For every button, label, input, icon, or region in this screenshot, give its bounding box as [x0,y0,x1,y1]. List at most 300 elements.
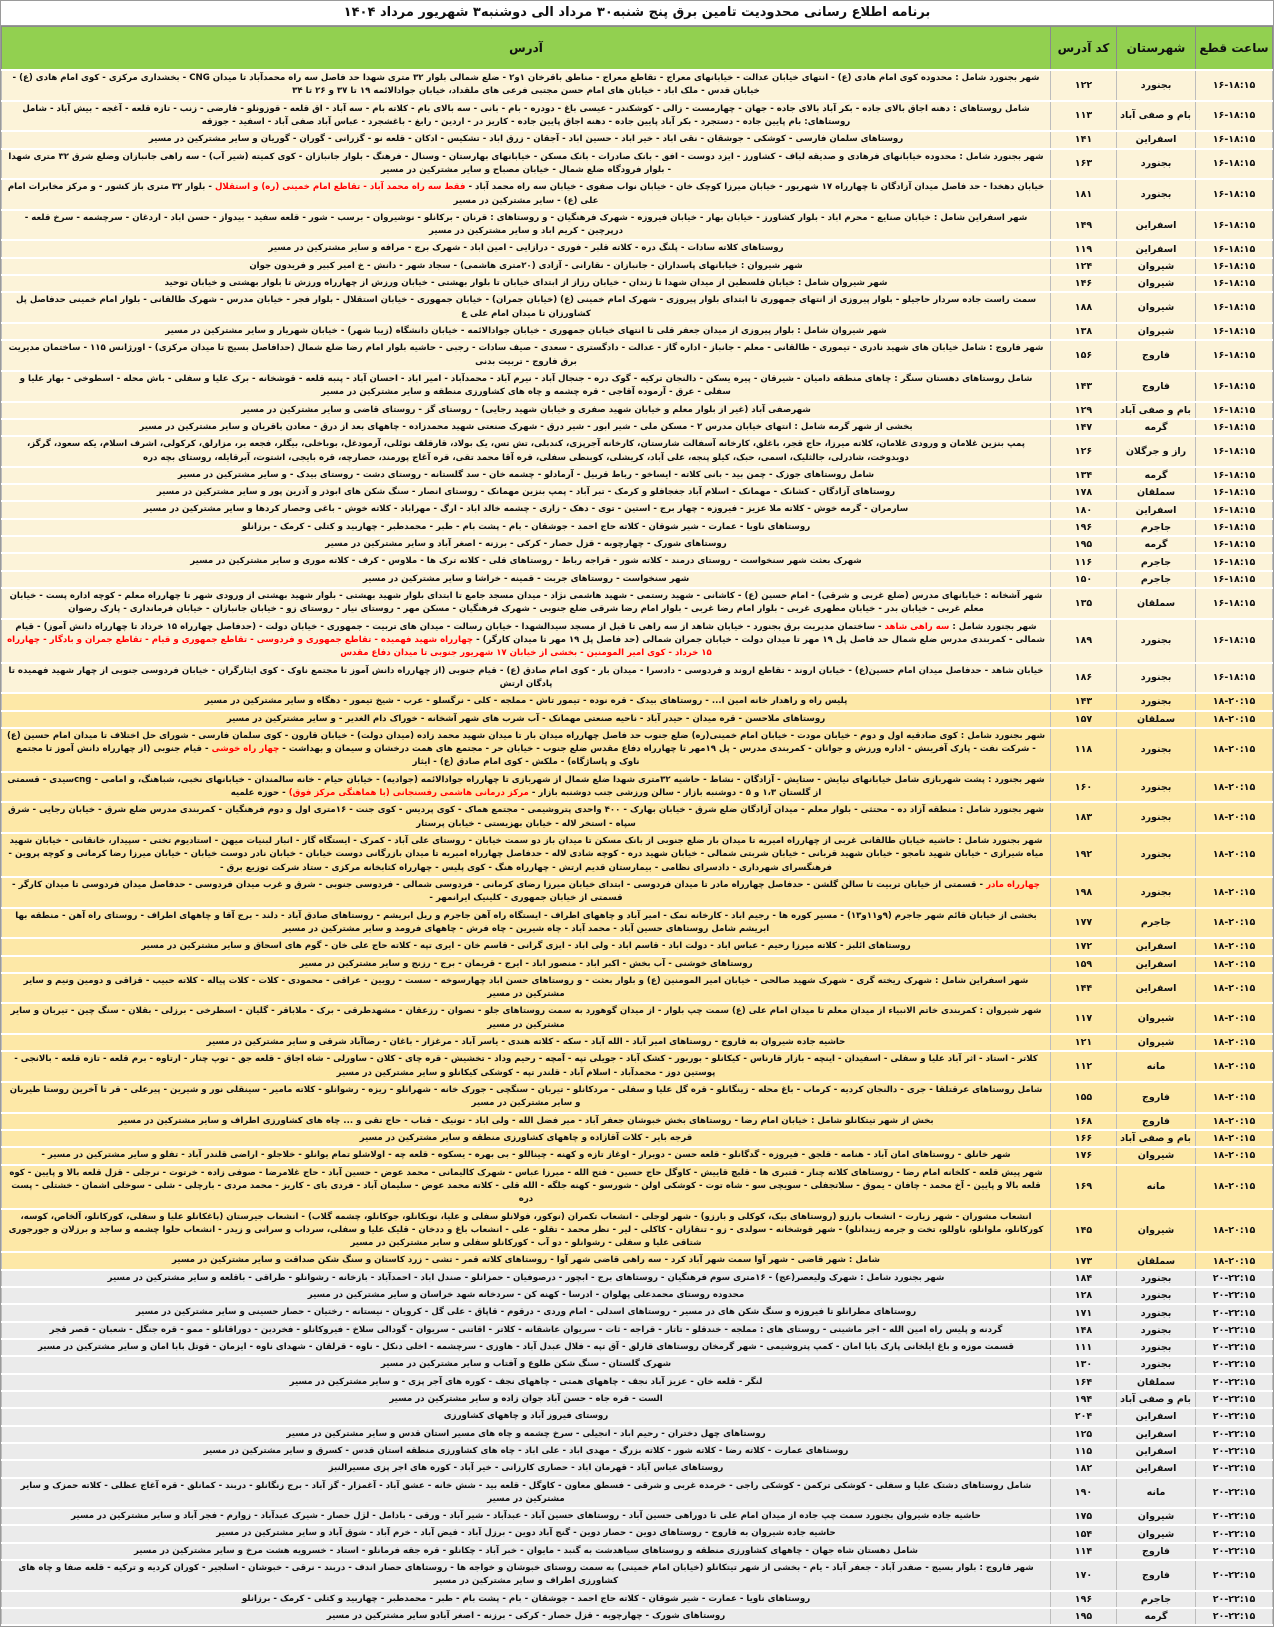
address-text: خیابان شاهد - حدفاصل میدان امام حسین(ع) - خیابان اروند - تقاطع اروند و فردوسی - دادسرا - میدان بار - کوی امام صادق (ع) - قیام جنوبی (از چهارراه دانش آموز تا مجتمع ناوک - کوی ایثارگران - خیابان فردوسی جنوبی از چهار شهید فهمیده تا پادگان ارتش [8,665,1044,689]
address-code-cell: ۱۳۵ [1051,588,1117,619]
outage-time-cell: ۱۸-۲۰:۱۵ [1196,1051,1273,1082]
address-cell [2,1525,1051,1542]
table-row [2,1270,1273,1287]
address-code-cell: ۱۴۱ [1051,131,1117,148]
address-cell [2,1270,1051,1287]
county-cell: فاروج [1117,340,1196,371]
outage-time-cell: ۱۶-۱۸:۱۵ [1196,149,1273,180]
address-code-cell: ۱۴۴ [1051,973,1117,1004]
outage-time-cell: ۱۶-۱۸:۱۵ [1196,663,1273,694]
county-cell: اسفراین [1117,501,1196,518]
table-row [2,1113,1273,1130]
table-row [2,371,1273,402]
address-text: حاشیه جاده شیروان به فاروج - روستاهای دوین - حصار دوین - گنج آباد دوین - برزل آباد - فیض آباد - خرم آباد - شوق آباد و سایر مشترکین در مسیر [216,1528,836,1539]
address-cell [2,833,1051,877]
county-cell: گرمه [1117,467,1196,484]
address-code-cell: ۱۱۳ [1051,101,1117,132]
county-cell: بجنورد [1117,772,1196,803]
outage-time-cell: ۱۶-۱۸:۱۵ [1196,101,1273,132]
county-cell: اسفراین [1117,131,1196,148]
address-text: روستاهای چهل دختران - رحیم اباد - انجیلی - سرخ چشمه و چاه های مسیر استان قدس و سایر مشترکین در مسیر [286,1428,766,1439]
county-cell: اسفراین [1117,973,1196,1004]
county-cell: فاروج [1117,1082,1196,1113]
outage-time-cell: ۲۰-۲۲:۱۵ [1196,1391,1273,1408]
outage-time-cell: ۱۶-۱۸:۱۵ [1196,258,1273,275]
address-text: شهر آشخانه : خیابانهای مدرس (ضلع غربی و شرقی) - امام حسین (ع) - کاشانی - شهید رستمی - شهید هاشمی نژاد - میدان مسجد جامع تا ابتدای بلوار شهید بهشتی - بلوار شهید بهشتی از ورودی شهر تا چهارراه معلم - کوچه اداره پست - خیابان معلم غربی - خیابان بدر - خیابان مطهری غربی - بلوار امام رضا غربی - بلوار امام رضا شرقی ضلع جنوبی - شهرک فرهنگیان - مسکن مهر - روستای نیار - روستای زو - خیابان جانبازان - خیابان فرمانداری - پارک رضوان [9,591,1043,615]
outage-time-cell: ۱۸-۲۰:۱۵ [1196,1113,1273,1130]
county-cell: گرمه [1117,536,1196,553]
address-code-cell: ۱۱۴ [1051,1543,1117,1560]
table-row [2,1508,1273,1525]
address-text: روستاهای آزادگان - کشانک - مهمانک - اسلام آباد جغجافلو و کرمک - تبر آباد - پمپ بنزین مهمانک - روستای انصار - سنگ شکن های ابوذر و آذرین پور و سایر مشترکین در مسیر [156,487,896,498]
address-code-cell: ۱۹۵ [1051,1608,1117,1625]
table-row [2,1082,1273,1113]
address-cell [2,1591,1051,1608]
address-code-cell: ۲۰۴ [1051,1408,1117,1425]
address-cell [2,210,1051,241]
outage-time-cell: ۱۶-۱۸:۱۵ [1196,436,1273,467]
address-highlight: سه راهی شاهد [884,621,950,632]
table-row [2,619,1273,663]
table-row [2,436,1273,467]
outage-time-cell: ۱۶-۱۸:۱۵ [1196,571,1273,588]
address-code-cell: ۱۶۹ [1051,1165,1117,1209]
address-code-cell: ۱۴۹ [1051,210,1117,241]
address-code-cell: ۱۸۸ [1051,292,1117,323]
column-header-address: آدرس [2,27,1051,71]
table-row [2,402,1273,419]
outage-time-cell: ۲۰-۲۲:۱۵ [1196,1508,1273,1525]
county-cell: فاروج [1117,1543,1196,1560]
county-cell: فاروج [1117,1113,1196,1130]
table-row [2,210,1273,241]
address-code-cell: ۱۷۰ [1051,1560,1117,1591]
table-row [2,1003,1273,1034]
address-cell [2,1443,1051,1460]
table-body [2,70,1273,1625]
outage-time-cell: ۱۸-۲۰:۱۵ [1196,908,1273,939]
county-cell: سملقان [1117,1374,1196,1391]
address-text: قرجه بایر - کلات آقازاده و چاههای کشاورزی منطقه و سایر مشترکین در مسیر [359,1132,693,1143]
address-text: - قسمتی از خیابان تربیت تا سالن گلشن - حدفاصل چهارراه مادر تا میدان فردوسی - ابتدای خیابان میرزا رضای کرمانی - فردوسی شمالی - فردوسی جنوبی - شرق و غرب میدان فردوسی - حدفاصل میدان فردوسی تا میدان کارگر - قسمتی از خیابان جمهوری - کلینیک ایرانمهر - [12,879,987,904]
address-code-cell: ۱۲۲ [1051,70,1117,101]
address-code-cell: ۱۲۸ [1051,1287,1117,1304]
county-cell: بجنورد [1117,833,1196,877]
table-row [2,179,1273,210]
address-code-cell: ۱۲۴ [1051,258,1117,275]
address-cell [2,484,1051,501]
address-code-cell: ۱۹۵ [1051,536,1117,553]
table-row [2,1130,1273,1147]
county-cell: بجنورد [1117,728,1196,772]
address-text: شهر بجنورد شامل : [949,621,1037,632]
address-cell [2,1478,1051,1509]
address-text: روستاهای کلاته سادات - پلنگ دره - کلاته قلبر - فوری - درازایی - امین اباد - شهرک برج - مرافه و سایر مشترکین در مسیر [268,243,784,254]
table-row [2,484,1273,501]
table-row [2,1560,1273,1591]
county-cell: شیروان [1117,1034,1196,1051]
county-cell: مانه [1117,1165,1196,1209]
address-cell [2,467,1051,484]
address-code-cell: ۱۱۹ [1051,240,1117,257]
table-row [2,1608,1273,1625]
table-row [2,419,1273,436]
address-text: روستاهای ائلبز - کلاته میرزا رحیم - عباس اباد - دولت اباد - قاسم اباد - ولی اباد - ایزی گرانی - قاسم خان - ایری تپه - کلاته حاج علی خان - گوم های اسحاق و سایر مشترکین در مسیر [141,941,911,952]
address-cell [2,772,1051,803]
outage-time-cell: ۱۶-۱۸:۱۵ [1196,240,1273,257]
address-text: شهر خانلق - روستاهای امان آباد - هنامه - قلجق - فیروزه - گدگانلو - قلعه حسن - دوبرار - اوغاز تازه و کهنه - چیناللو - بی بهره - یسکوه - قلعه چه - اولاشلو تمام یوانلو - خلاجلو - اراضی قلندر آباد - تفلو و سایر مشترکین در مسیر - [41,1150,1011,1161]
address-code-cell: ۱۹۸ [1051,877,1117,908]
address-cell [2,419,1051,436]
address-text: سمت راست جاده سردار حاجیلو - بلوار پیروزی از انتهای جمهوری تا ابتدای بلوار پیروزی - شهرک امام خمینی (ع) (خیابان جمران) - خیابان جمهوری - خیابان استقلال - بلوار فجر - خیابان مدرس - شهرک طالقانی - بلوار امام خمینی حدفاصل پل کشاورزان تا میدان امام علی ع [15,295,1037,319]
outage-time-cell: ۲۰-۲۲:۱۵ [1196,1525,1273,1542]
county-cell: اسفراین [1117,210,1196,241]
address-code-cell: ۱۷۸ [1051,484,1117,501]
address-code-cell: ۱۸۶ [1051,663,1117,694]
table-row [2,1165,1273,1209]
address-code-cell: ۱۲۱ [1051,1034,1117,1051]
county-cell: شیروان [1117,1525,1196,1542]
address-text: شهرک گلستان - سنگ شکن طلوع و آفتاب و سایر مشترکین در مسیر [380,1359,672,1370]
address-cell [2,1543,1051,1560]
county-cell: جاجرم [1117,571,1196,588]
address-text: شهر شیروان شامل : بلوار پیروزی از میدان جعفر قلی تا انتهای خیابان جمهوری - خیابان جوادالائمه - خیابان دانشگاه (زیبا شهر) - خیابان شهریار و سایر مشترکین در مسیر [165,326,887,336]
county-cell: اسفراین [1117,240,1196,257]
address-text: روستاهای شورک - چهارچوبه - قزل حصار - کرکی - برزنه - اصغر آبادو سایر مشترکین در مسیر [326,1611,726,1621]
address-text: سارمران - گرمه خوش - کلاته ملا عزیز - فیروزه - چهار برج - استین - توی - دهک - زاری - چشمه خالد اباد - ارگ - مهراباد - کلاته خوش - باغی وحصار کردها و سایر مشترکین در مسیر [143,504,909,515]
address-text: روستاهای عمارت - کلاته رضا - کلاته شور - کلاته بزرگ - مهدی اباد - علی اباد - چاه های کشاورزی منطقه استان قدس - کسرق و سایر مشترکین در مسیر [203,1445,849,1456]
address-cell [2,1051,1051,1082]
address-text: خیابان دهخدا - حد فاصل میدان آزادگان تا چهارراه ۱۷ شهریور - خیابان میرزا کوچک خان - خیابان نواب صفوی - خیابان سه راه محمد آباد - [465,182,1045,193]
address-code-cell: ۱۹۰ [1051,1478,1117,1509]
address-text: شهر سنخواست - روستاهای جربت - قمینه - خراشا و سایر مشترکین در مسیر [362,573,690,584]
outage-time-cell: ۱۶-۱۸:۱۵ [1196,402,1273,419]
county-cell: بجنورد [1117,1339,1196,1356]
address-text: شامل روستاهای جوزک - چمن بید - بانی کلاته - ایساخو - رباط قربیل - آرمادلو - چشمه خان - سد گلستانه - روستای دشت - روستای بیدک - و سایر مشترکین در مسیر [177,469,875,480]
address-text: شهر شیروان : خیابانهای پاسداران - جانبازان - نقارانی - آزادی (۲۰متری هاشمی) - سجاد شهر - دانش - خ امیر کبیر و فریدون جوان [249,260,803,271]
outage-time-cell: ۱۶-۱۸:۱۵ [1196,536,1273,553]
table-row [2,1591,1273,1608]
outage-time-cell: ۱۸-۲۰:۱۵ [1196,1082,1273,1113]
address-text: شامل روستاهای دشتک علیا و سفلی - کوشکی ترکمن - کوشکی راجی - خرمده غربی و شرقی - فسطق معاون - کاوگل - قلعه بید - شش خانه - عشق آباد - آغمزار - گز آباد - برج زنگانلو - دربند - کمانلق - قره آغاج عظلی - کلاته حمزک و سایر مشترکین در مسیر [20,1480,1032,1504]
outage-time-cell: ۱۶-۱۸:۱۵ [1196,419,1273,436]
table-row [2,877,1273,908]
address-text: شهر بجنورد شامل : محدوده خیابانهای فرهادی و صدیقه لباف - کشاورز - ایزد دوست - افق - بانک صادرات - بانک مسکن - خیابانهای بهارستان - وسنال - فرهنگ - بلوار جانبازان - کوی کمیته (شیر آب) - سه راهی جانبازان وضلع شرق ۳۲ متری شهدا - بلوار فرودگاه ضلع شمال - خیابان مصباح و سایر مشترکین در مسیر [8,151,1044,175]
address-text: حاشیه جاده شیروان بجنورد سمت چپ جاده از میدان امام علی تا دوراهی حسین آباد - روستاهای حسین آباد - عبدآباد - شیر آباد - ورقی - بادامل - لژل حصار - شیرک عبدآباد - زوارم - فجر آباد و سایر مشترکین در مسیر [71,1511,981,1522]
table-row [2,1322,1273,1339]
table-row [2,519,1273,536]
county-cell: بجنورد [1117,1322,1196,1339]
address-code-cell: ۱۲۵ [1051,1426,1117,1443]
address-cell [2,131,1051,148]
outage-time-cell: ۱۸-۲۰:۱۵ [1196,973,1273,1004]
outage-time-cell: ۱۸-۲۰:۱۵ [1196,1003,1273,1034]
outage-time-cell: ۱۸-۲۰:۱۵ [1196,877,1273,908]
county-cell: بجنورد [1117,1270,1196,1287]
address-code-cell: ۱۱۲ [1051,1051,1117,1082]
address-cell [2,70,1051,101]
outage-time-cell: ۲۰-۲۲:۱۵ [1196,1408,1273,1425]
address-cell [2,1252,1051,1269]
outage-time-cell: ۲۰-۲۲:۱۵ [1196,1591,1273,1608]
address-cell [2,292,1051,323]
county-cell: اسفراین [1117,1460,1196,1477]
address-cell [2,1508,1051,1525]
table-row [2,1147,1273,1164]
outage-time-cell: ۱۶-۱۸:۱۵ [1196,131,1273,148]
outage-time-cell: ۱۶-۱۸:۱۵ [1196,275,1273,292]
address-cell [2,275,1051,292]
table-row [2,693,1273,710]
table-row [2,1051,1273,1082]
address-cell [2,571,1051,588]
table-row [2,1543,1273,1560]
address-text: شهر پیش قلعه - کلخانه امام رضا - روستاهای کلاته چنار - قتبری ها - قلیچ قاییش - کاوگل حاج حسین - فتح الله - میرزا عباس - شهرک کالیمانی - محمد عوض - حسین آباد - حاج غلامرضا - صوفی زاده - خرتوت - نرجلی - قزل قلعه بالا و پایین - کوه قلعه بالا و پایین - آخ محمد - چافان - یموق - سلاتجفلی - سویچی سو - شاه توت - کوشکی اولن - شورسو - کهنه جلگه - الله قلی - کلاته محمد عوض - سلیمان آباد - فردی بای - کاریز - محمد مردی - بارچلی - شلی - سوخلی اشمان - خشتلی - پست دره [9,1167,1043,1205]
county-cell: بام و صفی آباد [1117,402,1196,419]
table-row [2,663,1273,694]
address-cell [2,519,1051,536]
address-code-cell: ۱۸۱ [1051,179,1117,210]
address-code-cell: ۱۶۳ [1051,149,1117,180]
county-cell: بجنورد [1117,663,1196,694]
outage-time-cell: ۲۰-۲۲:۱۵ [1196,1543,1273,1560]
table-row [2,571,1273,588]
county-cell: شیروان [1117,275,1196,292]
table-row [2,553,1273,570]
address-cell [2,402,1051,419]
outage-time-cell: ۱۸-۲۰:۱۵ [1196,1034,1273,1051]
county-cell: بجنورد [1117,1287,1196,1304]
table-row [2,1443,1273,1460]
address-cell [2,588,1051,619]
county-cell: شیروان [1117,1003,1196,1034]
address-code-cell: ۱۷۲ [1051,938,1117,955]
address-text: پلیس راه و راهدار خانه امین ا... - روستاهای بیدک - قره نوده - تیمور تاش - مملجه - کلی - نرگسلو - عرب - شیخ تیمور - دهگاه و سایر مشترکین در مسیر [204,696,848,707]
address-cell [2,1426,1051,1443]
county-cell: شیروان [1117,1209,1196,1253]
address-code-cell: ۱۱۷ [1051,1003,1117,1034]
outage-time-cell: ۱۶-۱۸:۱۵ [1196,519,1273,536]
address-text: پمپ بنزین غلامان و ورودی غلامان، کلاته میرزا، حاج قجر، باغلق، کارخانه آسفالت شارستان، کارخانه آجرپزی، کندبلی، تش تس، یک بولاد، قارقلف نوئلی، آرمودغل، بوباخلی، بیگلر، فجعه بر، مزارلق، کرکولی، اشرف اسلام، یکه سعود، گرگز، دویدوخت، شادرلی، جالثلیک، اسمی، حبک، کیلو پنجه، علی آباد، کریشلی، کوبنطی سفلی، قره آقا محمد تقی، قره آغاج پورمند، حصارچه، قره بایجی، اشتوت، آبرقایله، روستای بچه دره [26,439,1026,463]
address-text: روستاهای عباس آباد - قهرمان اباد - حصاری کارزانی - خیر آباد - کوره های اجر پزی مسیرالنبز [328,1463,724,1474]
address-text: - قیام جنوبی (از چهارراه دانش آموز تا مجتمع ناوک و پاساژگاه) - ملکش - کوی امام صادق (ع) - ایثار [16,744,640,768]
outage-time-cell: ۱۶-۱۸:۱۵ [1196,70,1273,101]
outage-time-cell: ۱۸-۲۰:۱۵ [1196,728,1273,772]
outage-time-cell: ۱۶-۱۸:۱۵ [1196,292,1273,323]
outage-time-cell: ۱۶-۱۸:۱۵ [1196,484,1273,501]
county-cell: گرمه [1117,1608,1196,1625]
county-cell: بام و صفی آباد [1117,101,1196,132]
table-row [2,802,1273,833]
table-row [2,833,1273,877]
address-code-cell: ۱۶۸ [1051,1113,1117,1130]
address-code-cell: ۱۷۳ [1051,1252,1117,1269]
address-code-cell: ۱۸۴ [1051,1270,1117,1287]
outage-time-cell: ۱۶-۱۸:۱۵ [1196,467,1273,484]
address-cell [2,1003,1051,1034]
address-code-cell: ۱۶۴ [1051,1374,1117,1391]
address-highlight: چهارراه شهید فهمیده - تقاطع جمهوری و فردوسی - تقاطع جمهوری و قیام - تقاطع جمران و بادگار - چهارراه ۱۵ خرداد - کوی امیر المومنین - بخشی از خیابان ۱۷ شهریور جنوبی تا میدان دفاع مقدس [7,634,712,659]
county-cell: سملقان [1117,711,1196,728]
address-code-cell: ۱۵۹ [1051,956,1117,973]
address-text: شامل : شهر قاضی - شهر آوا سمت شهر آباد کرد - سه راهی قاضی شهر آوا - روستاهای کلاته قمر - تشی - زرد کاستان و سنگ شکن صداقت و سایر مشترکین در مسیر [172,1255,880,1266]
outage-time-cell: ۲۰-۲۲:۱۵ [1196,1304,1273,1321]
address-code-cell: ۱۳۰ [1051,1356,1117,1373]
address-text: شهر بجنورد شامل : حاشیه خیابان طالقانی غربی از چهارراه امیریه تا میدان بار ضلع جنوبی از بانک مسکن تا میدان باز دو سمت خیابان - روستای علی آباد - کمرک - ایستگاه گاز - انبار لبنیات میهن - استادیوم تختی - سپیدار، خانقانی - خیابان شهید میاه شیرازی - خیابان شهید نامجو - خیابان شهید قربانی - خیابان شربتی شمالی - خیابان شهید دره - کوچه شادی لاله - حدفاصل چهارراه امیریه تا میدان بازرگانی دوست خیابان - خیابان نادر دوست خیابان - خیابان میرزا رضا کرمانی و کوچه پروین - فرهنگسرای شهرداری - دادسرای نظامی - بیمارستان قدیم ارتش - چهارراه هنگ - کوی پلیس - چهارراه کتابخانه مرکزی - ستاد شرکت توزیع برق - [8,836,1044,873]
address-cell [2,1560,1051,1591]
table-row [2,1209,1273,1253]
table-row [2,1356,1273,1373]
county-cell: جاجرم [1117,908,1196,939]
address-code-cell: ۱۶۶ [1051,1130,1117,1147]
address-code-cell: ۱۸۰ [1051,501,1117,518]
county-cell: فاروج [1117,1560,1196,1591]
outage-time-cell: ۱۶-۱۸:۱۵ [1196,553,1273,570]
address-text: شهر بجنورد شامل : منطقه آزاد ده - محتثی - بلوار معلم - میدان آزادگان ضلع شرق - خیابان بهارک - ۴۰۰ واحدی پتروشیمی - مجتمع هماک - کوی پردیس - کوی جنت - ۱۶متری اول و دوم فرهنگیان - کمربندی مدرس ضلع شرق - خیابان رجایی - شرق سپاه - استخر لاله - خیابان بهزیستی - خیابان پرستار [8,805,1044,829]
outage-time-cell: ۱۶-۱۸:۱۵ [1196,210,1273,241]
address-cell [2,728,1051,772]
table-row [2,1339,1273,1356]
table-row [2,1525,1273,1542]
address-text: روستاهای ملاحسن - قره میدان - حیدر آباد - ناحیه صنعتی مهمانک - آب شرب های شهر آشخانه - خوراک دام الغدیر - و سایر مشترکین در مسیر [226,713,826,724]
address-text: لنگر - قلعه خان - عزیز آباد نجف - چاههای همتی - چاههای نجف - کوره های آجر پزی - و سایر مشترکین در مسیر [289,1376,763,1387]
address-text: - بلوار ۳۲ متری باز کشور - و مرکز مخابرات امام علی (ع) - سایر مشترکین در مسیر [7,182,599,206]
county-cell: بجنورد [1117,70,1196,101]
address-text: روستاهای سلمان فارسی - کوشکی - جوشقان - نقی اباد - خیر اباد - حسین اباد - آجقان - زرق اباد - تشکیس - ادکان - قلعه نو - گزرانی - گوران - گوریان و سایر مشترکین در مسیر [148,134,904,145]
address-code-cell: ۱۵۶ [1051,340,1117,371]
address-text: شهرصفی آباد (غیر از بلوار معلم و خیابان شهید صفری و خیابان شهید رجایی) - روستای گز - روستای قاضی و سایر مشترکین در مسیر [241,404,811,415]
address-cell [2,877,1051,908]
address-code-cell: ۱۹۶ [1051,519,1117,536]
address-code-cell: ۱۵۷ [1051,711,1117,728]
outage-time-cell: ۲۰-۲۲:۱۵ [1196,1339,1273,1356]
address-cell [2,1287,1051,1304]
county-cell: جاجرم [1117,1591,1196,1608]
address-text: شهر فاروج : شامل خیابان های شهید نادری - تیموری - طالقانی - معلم - جانباز - اداره گاز - عدالت - دادگستری - سعدی - صیف سادات - رجبی - حاشیه بلوار امام رضا ضلع شمال (حدافاصل بسیج تا میدان مرکزی) - اورژانس ۱۱۵ - ساختمان مدیریت برق فاروج - تربیت بدنی [8,343,1044,367]
column-header-time: ساعت قطع [1196,27,1273,71]
address-text: شهر بجنورد شامل : شهرک ولیعصر(عج) - ۱۶متری سوم فرهنگیان - روستاهای برج - ابچور - درصوفیان - حمزانلو - صندل اباد - احمدآباد - بازخانه - رشوانلو - طراقی - باقلعه و سایر مشترکین در مسیر [107,1272,945,1283]
outage-time-cell: ۲۰-۲۲:۱۵ [1196,1287,1273,1304]
page-title: برنامه اطلاع رسانی محدودیت تامین برق پنج شنبه۳۰ مرداد الی دوشنبه۳ شهریور مرداد ۱۴۰۴ [1,1,1273,26]
address-cell [2,501,1051,518]
county-cell: بجنورد [1117,619,1196,663]
county-cell: شیروان [1117,258,1196,275]
table-row [2,101,1273,132]
address-code-cell: ۱۴۸ [1051,1322,1117,1339]
table-row [2,1426,1273,1443]
outage-time-cell: ۱۸-۲۰:۱۵ [1196,1130,1273,1147]
county-cell: راز و جرگلان [1117,436,1196,467]
address-cell [2,1408,1051,1425]
address-text: بخش از شهر تیتکانلو شامل : خیابان امام رضا - روستاهای بخش خبوشان جعفر آباد - میر فضل الله - ولی اباد - تونیک - قناب - حاج تقی و ... چاه های کشاورزی اطراف و سایر مشترکین در مسیر [118,1115,934,1126]
table-row [2,728,1273,772]
address-cell [2,956,1051,973]
address-code-cell: ۱۴۶ [1051,275,1117,292]
table-row [2,1252,1273,1269]
county-cell: بام و صفی آباد [1117,1130,1196,1147]
address-text: روستاهای خوشنی - آب بخش - اکبر اباد - منصور اباد - ایرج - قریمان - برج - رزنج و سایر مشترکین در مسیر [299,958,753,969]
column-header-county: شهرستان [1117,27,1196,71]
address-code-cell: ۱۱۵ [1051,1443,1117,1460]
address-text: شهر فاروج : بلوار بسیج - صفدر آباد - جعفر آباد - یام - بخشی از شهر تیتکانلو (خیابان امام خمینی) به سمت روستای خبوشان و خواجه ها - روستاهای حصار اندف - دربند - نرقی - خبوشان - اسلجیر - کوران کردیه و ترکیه - قلعه صفا و چاه های کشاورزی اطراف و سایر مشترکین در مسیر [18,1563,1034,1587]
address-text: شهر بجنورد شامل : محدوده کوی امام هادی (ع) - انتهای خیابان عدالت - خیابانهای معراج - تقاطع معراج - مناطق باقرخان ۱و۲ - ضلع شمالی بلوار ۳۲ متری شهدا حد فاصل سه راه محمدآباد تا میدان CNG - بخشداری مرکزی - کوی امام هادی (ع) - خیابان قدس - ملک اباد - خیابان های امام حسن مجتبی فرعی های ملقداد، خیابان جوادالائمه ۱۹ تا ۳۷ و ۲۶ تا ۳۴ [12,73,1040,97]
address-code-cell: ۱۸۳ [1051,802,1117,833]
county-cell: مانه [1117,1478,1196,1509]
address-code-cell: ۱۹۶ [1051,1591,1117,1608]
table-row [2,467,1273,484]
outage-time-cell: ۲۰-۲۲:۱۵ [1196,1374,1273,1391]
address-code-cell: ۱۷۱ [1051,1304,1117,1321]
table-row [2,323,1273,340]
table-row [2,149,1273,180]
outage-time-cell: ۱۶-۱۸:۱۵ [1196,588,1273,619]
address-code-cell: ۱۳۴ [1051,467,1117,484]
address-text: - حوزه علمیه [230,788,289,799]
outage-time-cell: ۲۰-۲۲:۱۵ [1196,1270,1273,1287]
outage-time-cell: ۲۰-۲۲:۱۵ [1196,1426,1273,1443]
table-row [2,275,1273,292]
address-text: روستاهای مطرانلو تا فیروزه و سنگ شکن های در مسیر - روستاهای اسدلی - امام وردی - درقوم - قاپاق - علی گل - کرویان - نیستانه - رختیان - حصار حسینی و سایر مشترکین در مسیر [135,1307,917,1318]
address-code-cell: ۱۸۲ [1051,1460,1117,1477]
outage-time-cell: ۱۶-۱۸:۱۵ [1196,340,1273,371]
table-row [2,240,1273,257]
outage-time-cell: ۱۸-۲۰:۱۵ [1196,693,1273,710]
address-cell [2,711,1051,728]
address-cell [2,1356,1051,1373]
address-code-cell: ۱۴۳ [1051,371,1117,402]
outage-time-cell: ۱۸-۲۰:۱۵ [1196,1252,1273,1269]
address-code-cell: ۱۵۰ [1051,571,1117,588]
table-row [2,973,1273,1004]
county-cell: بجنورد [1117,149,1196,180]
county-cell: بجنورد [1117,1304,1196,1321]
address-code-cell: ۱۷۷ [1051,908,1117,939]
address-text: شهر شیروان : کمربندی خاتم الانبیاء از میدان معلم تا میدان امام علی (ع) سمت چپ بلوار - از میدان گوهورد به سمت روستاهای جلو - نصوان - رزعقان - مشهدطرقی - برک - ملاباقر - گلیان - اسطرخی - برزلی - بقلان - سنگ چین - تیربان و سایر مشترکین در مسیر [10,1006,1042,1030]
address-text: شهر اسفراین شامل : خیابان صنایع - محرم اباد - بلوار کشاورز - خیابان بهار - خیابان فیروزه - شهرک فرهنگیان - و روستاهای : قرنان - برکانلو - نوشیروان - برسب - شور - قلعه سفید - بیدواز - حسن اباد - اردغان - سرچشمه - سرخ قلعه - درپرچین - کریم اباد و سایر مشترکین در مسیر [24,212,1028,237]
address-cell [2,1113,1051,1130]
table-row [2,1460,1273,1477]
address-text: شهرک بعثت شهر سنخواست - روستای درمند - کلاته شور - قراجه رباط - روستاهای قلی - کلاته ترک ها - ملاوس - کرف - کلاته موری و سایر مشترکین در مسیر [190,556,862,567]
address-highlight: فقط سه راه محمد آباد - تقاطع امام خمینی (ره) و استقلال [214,182,466,193]
address-cell [2,663,1051,694]
outage-time-cell: ۱۸-۲۰:۱۵ [1196,956,1273,973]
table-row [2,772,1273,803]
outage-time-cell: ۱۸-۲۰:۱۵ [1196,1147,1273,1164]
county-cell: گرمه [1117,419,1196,436]
address-cell [2,1082,1051,1113]
address-text: شامل دهستان شاه جهان - چاههای کشاورزی منطقه و روستاهای سیاهدشت به گنبد - مایوان - خبر آباد - چکانلو - قره جقه فرمانلو - استاد - خسرویه هشت مرخ و سایر مشترکین در مسیر [134,1545,918,1556]
address-cell [2,371,1051,402]
address-cell [2,1374,1051,1391]
outage-time-cell: ۲۰-۲۲:۱۵ [1196,1356,1273,1373]
county-cell: بجنورد [1117,877,1196,908]
address-code-cell: ۱۵۵ [1051,1082,1117,1113]
table-row [2,258,1273,275]
outage-time-cell: ۱۸-۲۰:۱۵ [1196,772,1273,803]
table-row [2,1374,1273,1391]
table-row [2,956,1273,973]
address-cell [2,973,1051,1004]
outage-time-cell: ۱۶-۱۸:۱۵ [1196,371,1273,402]
address-code-cell: ۱۹۲ [1051,833,1117,877]
county-cell: اسفراین [1117,956,1196,973]
county-cell: اسفراین [1117,1408,1196,1425]
address-text: شهر بجنورد شامل : کوی صادقیه اول و دوم - خیابان مودت - خیابان امام خمینی(ره) ضلع جنوب حد فاصل چهارراه میدان بار تا میدان شهید محمد زاده (میدان دولت) - خیابان قارون - کوی سلمان فارسی - شورای حل اختلاف تا میدان امام حسین (ع) - شرکت نفت - پارک آفرینش - اداره ورزش و جوانان - کمربندی مدرس - پل ۱۹مهر تا چهارراه دفاع مقدس ضلع جنوب - خیابان حر - مجتمع های همت درخشان و سیمان و بهداشت - [6,730,1046,755]
table-row [2,536,1273,553]
outage-time-cell: ۱۸-۲۰:۱۵ [1196,711,1273,728]
address-code-cell: ۱۱۶ [1051,553,1117,570]
county-cell: اسفراین [1117,1426,1196,1443]
